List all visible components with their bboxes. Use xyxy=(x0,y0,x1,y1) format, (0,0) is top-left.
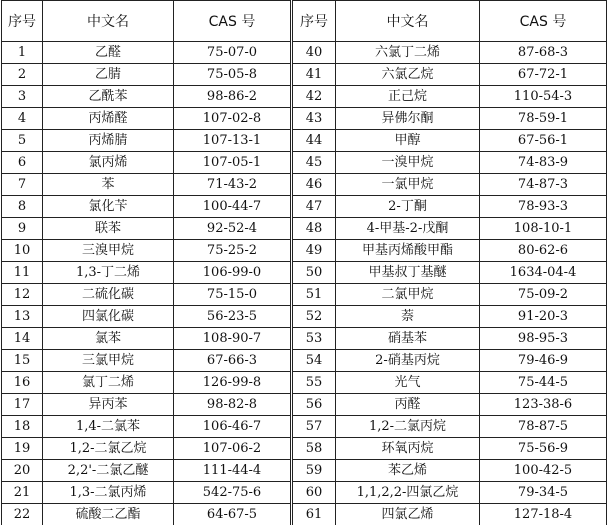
serial-cell: 55 xyxy=(292,372,336,394)
cas-cell: 75-09-2 xyxy=(480,284,607,306)
table-row xyxy=(2,306,607,328)
table-row xyxy=(2,240,607,262)
serial-cell: 60 xyxy=(292,482,336,504)
chinese-name-cell: 正己烷 xyxy=(336,86,480,108)
serial-cell: 4 xyxy=(2,108,43,130)
header-chinese-name: 中文名 xyxy=(43,1,174,42)
chinese-name-cell: 1,4-二氯苯 xyxy=(43,416,174,438)
cas-cell: 91-20-3 xyxy=(480,306,607,328)
cas-cell: 110-54-3 xyxy=(480,86,607,108)
chinese-name-cell: 光气 xyxy=(336,372,480,394)
header-row xyxy=(2,1,607,42)
chinese-name-cell: 2-丁酮 xyxy=(336,196,480,218)
chinese-name-cell: 氯丙烯 xyxy=(43,152,174,174)
header-serial: 序号 xyxy=(2,1,43,42)
chinese-name-cell: 4-甲基-2-戊酮 xyxy=(336,218,480,240)
serial-cell: 2 xyxy=(2,64,43,86)
serial-cell: 48 xyxy=(292,218,336,240)
serial-cell: 45 xyxy=(292,152,336,174)
chinese-name-cell: 硝基苯 xyxy=(336,328,480,350)
header-serial-right: 序号 xyxy=(292,1,336,42)
serial-cell: 17 xyxy=(2,394,43,416)
serial-cell: 42 xyxy=(292,86,336,108)
chinese-name-cell: 1,3-丁二烯 xyxy=(43,262,174,284)
table-row xyxy=(2,152,607,174)
cas-cell: 107-06-2 xyxy=(174,438,292,460)
header-cas-right: CAS 号 xyxy=(480,1,607,42)
serial-cell: 16 xyxy=(2,372,43,394)
chinese-name-cell: 2-硝基丙烷 xyxy=(336,350,480,372)
table-row xyxy=(2,284,607,306)
cas-cell: 123-38-6 xyxy=(480,394,607,416)
cas-cell: 108-90-7 xyxy=(174,328,292,350)
chinese-name-cell: 1,3-二氯丙烯 xyxy=(43,482,174,504)
cas-cell: 67-66-3 xyxy=(174,350,292,372)
cas-cell: 71-43-2 xyxy=(174,174,292,196)
serial-cell: 57 xyxy=(292,416,336,438)
chinese-name-cell: 一溴甲烷 xyxy=(336,152,480,174)
cas-cell: 92-52-4 xyxy=(174,218,292,240)
serial-cell: 9 xyxy=(2,218,43,240)
chinese-name-cell: 氯化苄 xyxy=(43,196,174,218)
table-row xyxy=(2,372,607,394)
chinese-name-cell: 异佛尔酮 xyxy=(336,108,480,130)
chinese-name-cell: 二硫化碳 xyxy=(43,284,174,306)
table-row xyxy=(2,86,607,108)
chinese-name-cell: 四氯乙烯 xyxy=(336,504,480,526)
chinese-name-cell: 丙醛 xyxy=(336,394,480,416)
cas-cell: 75-25-2 xyxy=(174,240,292,262)
serial-cell: 1 xyxy=(2,42,43,64)
cas-cell: 98-95-3 xyxy=(480,328,607,350)
cas-cell: 78-59-1 xyxy=(480,108,607,130)
serial-cell: 46 xyxy=(292,174,336,196)
cas-cell: 87-68-3 xyxy=(480,42,607,64)
chinese-name-cell: 环氧丙烷 xyxy=(336,438,480,460)
chinese-name-cell: 甲醇 xyxy=(336,130,480,152)
chinese-name-cell: 1,2-二氯乙烷 xyxy=(43,438,174,460)
table-row xyxy=(2,438,607,460)
table-row xyxy=(2,350,607,372)
cas-cell: 67-56-1 xyxy=(480,130,607,152)
cas-cell: 106-46-7 xyxy=(174,416,292,438)
serial-cell: 40 xyxy=(292,42,336,64)
serial-cell: 12 xyxy=(2,284,43,306)
serial-cell: 6 xyxy=(2,152,43,174)
chinese-name-cell: 氯丁二烯 xyxy=(43,372,174,394)
serial-cell: 50 xyxy=(292,262,336,284)
chinese-name-cell: 苯乙烯 xyxy=(336,460,480,482)
cas-cell: 79-34-5 xyxy=(480,482,607,504)
cas-cell: 100-42-5 xyxy=(480,460,607,482)
cas-cell: 64-67-5 xyxy=(174,504,292,526)
table-row xyxy=(2,174,607,196)
chinese-name-cell: 二氯甲烷 xyxy=(336,284,480,306)
table-row xyxy=(2,504,607,526)
cas-cell: 56-23-5 xyxy=(174,306,292,328)
serial-cell: 5 xyxy=(2,130,43,152)
serial-cell: 7 xyxy=(2,174,43,196)
chinese-name-cell: 六氯丁二烯 xyxy=(336,42,480,64)
serial-cell: 19 xyxy=(2,438,43,460)
cas-cell: 542-75-6 xyxy=(174,482,292,504)
chinese-name-cell: 氯苯 xyxy=(43,328,174,350)
table-row xyxy=(2,482,607,504)
serial-cell: 10 xyxy=(2,240,43,262)
cas-cell: 74-87-3 xyxy=(480,174,607,196)
serial-cell: 3 xyxy=(2,86,43,108)
table-row xyxy=(2,108,607,130)
serial-cell: 53 xyxy=(292,328,336,350)
chinese-name-cell: 乙醛 xyxy=(43,42,174,64)
serial-cell: 18 xyxy=(2,416,43,438)
table-body xyxy=(2,42,607,526)
table-row xyxy=(2,328,607,350)
cas-cell: 127-18-4 xyxy=(480,504,607,526)
chinese-name-cell: 乙酰苯 xyxy=(43,86,174,108)
serial-cell: 14 xyxy=(2,328,43,350)
serial-cell: 51 xyxy=(292,284,336,306)
serial-cell: 15 xyxy=(2,350,43,372)
cas-cell: 67-72-1 xyxy=(480,64,607,86)
cas-cell: 75-44-5 xyxy=(480,372,607,394)
serial-cell: 58 xyxy=(292,438,336,460)
cas-cell: 78-93-3 xyxy=(480,196,607,218)
serial-cell: 41 xyxy=(292,64,336,86)
header-cas: CAS 号 xyxy=(174,1,292,42)
chinese-name-cell: 丙烯醛 xyxy=(43,108,174,130)
chinese-name-cell: 丙烯腈 xyxy=(43,130,174,152)
table-row xyxy=(2,130,607,152)
table-row xyxy=(2,218,607,240)
serial-cell: 52 xyxy=(292,306,336,328)
chinese-name-cell: 1,2-二氯丙烷 xyxy=(336,416,480,438)
chinese-name-cell: 苯 xyxy=(43,174,174,196)
cas-cell: 80-62-6 xyxy=(480,240,607,262)
chinese-name-cell: 异丙苯 xyxy=(43,394,174,416)
cas-cell: 106-99-0 xyxy=(174,262,292,284)
cas-cell: 126-99-8 xyxy=(174,372,292,394)
serial-cell: 54 xyxy=(292,350,336,372)
serial-cell: 20 xyxy=(2,460,43,482)
serial-cell: 43 xyxy=(292,108,336,130)
cas-cell: 107-13-1 xyxy=(174,130,292,152)
chinese-name-cell: 四氯化碳 xyxy=(43,306,174,328)
serial-cell: 13 xyxy=(2,306,43,328)
cas-cell: 98-82-8 xyxy=(174,394,292,416)
serial-cell: 44 xyxy=(292,130,336,152)
table-row xyxy=(2,42,607,64)
cas-cell: 75-56-9 xyxy=(480,438,607,460)
cas-cell: 98-86-2 xyxy=(174,86,292,108)
serial-cell: 11 xyxy=(2,262,43,284)
header-chinese-name-right: 中文名 xyxy=(336,1,480,42)
chinese-name-cell: 三氯甲烷 xyxy=(43,350,174,372)
chinese-name-cell: 1,1,2,2-四氯乙烷 xyxy=(336,482,480,504)
table-row xyxy=(2,196,607,218)
cas-cell: 75-07-0 xyxy=(174,42,292,64)
chinese-name-cell: 联苯 xyxy=(43,218,174,240)
chinese-name-cell: 乙腈 xyxy=(43,64,174,86)
table-row xyxy=(2,394,607,416)
cas-cell: 74-83-9 xyxy=(480,152,607,174)
chinese-name-cell: 六氯乙烷 xyxy=(336,64,480,86)
serial-cell: 47 xyxy=(292,196,336,218)
table-row xyxy=(2,416,607,438)
chinese-name-cell: 甲基叔丁基醚 xyxy=(336,262,480,284)
cas-cell: 78-87-5 xyxy=(480,416,607,438)
table-row xyxy=(2,262,607,284)
chinese-name-cell: 萘 xyxy=(336,306,480,328)
table-row xyxy=(2,64,607,86)
cas-cell: 79-46-9 xyxy=(480,350,607,372)
cas-cell: 111-44-4 xyxy=(174,460,292,482)
cas-cell: 75-15-0 xyxy=(174,284,292,306)
chinese-name-cell: 三溴甲烷 xyxy=(43,240,174,262)
chinese-name-cell: 2,2'-二氯乙醚 xyxy=(43,460,174,482)
serial-cell: 8 xyxy=(2,196,43,218)
cas-cell: 107-05-1 xyxy=(174,152,292,174)
cas-cell: 107-02-8 xyxy=(174,108,292,130)
serial-cell: 61 xyxy=(292,504,336,526)
chinese-name-cell: 一氯甲烷 xyxy=(336,174,480,196)
serial-cell: 22 xyxy=(2,504,43,526)
cas-cell: 1634-04-4 xyxy=(480,262,607,284)
serial-cell: 21 xyxy=(2,482,43,504)
chinese-name-cell: 硫酸二乙酯 xyxy=(43,504,174,526)
chemical-cas-table xyxy=(1,0,607,525)
cas-cell: 100-44-7 xyxy=(174,196,292,218)
serial-cell: 49 xyxy=(292,240,336,262)
chinese-name-cell: 甲基丙烯酸甲酯 xyxy=(336,240,480,262)
serial-cell: 56 xyxy=(292,394,336,416)
cas-cell: 75-05-8 xyxy=(174,64,292,86)
cas-cell: 108-10-1 xyxy=(480,218,607,240)
table-row xyxy=(2,460,607,482)
serial-cell: 59 xyxy=(292,460,336,482)
